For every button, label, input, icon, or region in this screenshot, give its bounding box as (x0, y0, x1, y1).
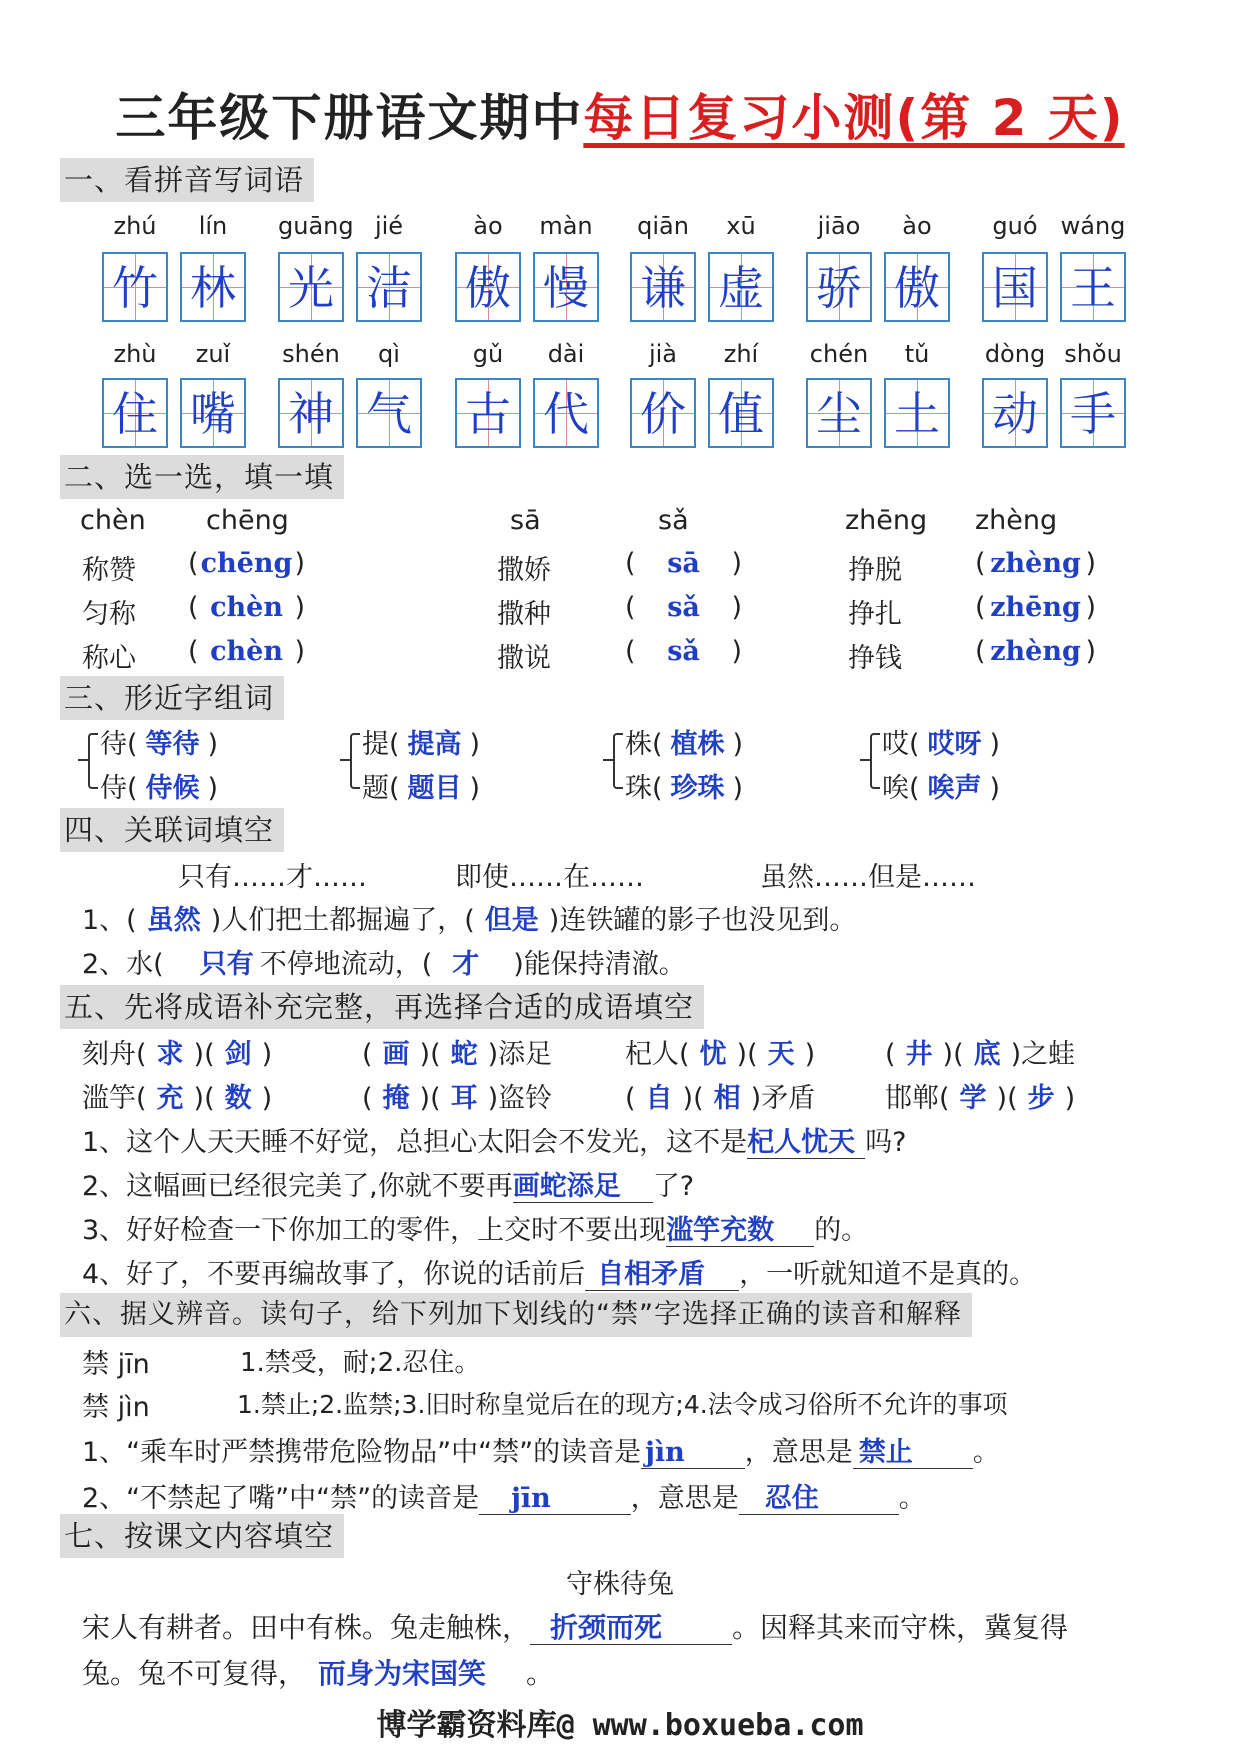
reading-question-2: 2、“不禁起了嘴”中“禁”的读音是 jīn ，意思是 忍住 。 (82, 1483, 926, 1514)
character-answer: 洁 (366, 261, 412, 315)
idiom-question-2: 2、这幅画已经很完美了,你就不要再画蛇添足 了? (82, 1171, 695, 1202)
section-1-heading: 一、看拼音写词语 (60, 158, 314, 202)
reading-question-1: 1、“乘车时严禁携带危险物品”中“禁”的读音是 jìn ，意思是 禁止 。 (82, 1437, 1000, 1468)
page-title (0, 78, 1240, 150)
brace-tick-icon (340, 759, 350, 761)
char-word-item: 题( 题目 ) (362, 773, 481, 804)
word-item: 称赞 (82, 555, 136, 586)
brace-icon (350, 733, 360, 789)
character-box[interactable] (278, 252, 344, 322)
char-word-item: 待( 等待 ) (100, 729, 219, 760)
section-2-heading: 二、选一选，填一填 (60, 455, 344, 499)
character-box[interactable] (884, 378, 950, 448)
pinyin-label: zhù (113, 340, 157, 368)
character-answer: 国 (992, 261, 1038, 315)
pinyin-answer: sā (667, 548, 700, 579)
char-word-item: 提( 提高 ) (362, 729, 481, 760)
character-box[interactable] (180, 252, 246, 322)
character-box[interactable] (278, 378, 344, 448)
conj-option-3: 虽然……但是…… (760, 862, 976, 893)
character-answer: 价 (640, 387, 686, 441)
pinyin-label: zhí (723, 340, 759, 368)
idiom-question-1: 1、这个人天天睡不好觉，总担心太阳会不发光，这不是杞人忧天 吗? (82, 1127, 907, 1158)
conj-option-2: 即使……在…… (455, 862, 644, 893)
pinyin-label: tǔ (904, 340, 930, 368)
option-cheng: chēng (206, 505, 289, 536)
pinyin-label: qì (378, 340, 400, 368)
idiom-question-3: 3、好好检查一下你加工的零件，上交时不要出现滥竽充数 的。 (82, 1215, 869, 1246)
character-answer: 气 (366, 387, 412, 441)
character-answer: 嘴 (190, 387, 236, 441)
idiom-item: 刻舟( 求 )( 剑 ) (82, 1039, 273, 1070)
char-word-item: 侍( 侍候 ) (100, 773, 219, 804)
pinyin-label: lín (198, 212, 228, 240)
poem-title: 守株待兔 (566, 1569, 674, 1600)
pinyin-label: zuǐ (195, 340, 231, 368)
def-jin4-text: 1.禁止;2.监禁;3.旧时称皇觉后在的现方;4.法令成习俗所不允许的事项 (237, 1390, 1008, 1419)
character-answer: 傲 (465, 261, 511, 315)
pinyin-answer-field[interactable]: (chēng) (188, 548, 306, 579)
idiom-question-4: 4、好了，不要再编故事了，你说的话前后 自相矛盾 ，一听就知道不是真的。 (82, 1259, 1037, 1290)
footer-watermark: 博学霸资料库@ www.boxueba.com (376, 1708, 864, 1743)
character-box[interactable] (630, 378, 696, 448)
character-answer: 慢 (543, 261, 589, 315)
pinyin-label: shén (282, 340, 340, 368)
pinyin-label: guāng (278, 212, 354, 240)
pinyin-answer: zhèng (990, 636, 1081, 667)
def-jin1-text: 1.禁受，耐;2.忍住。 (240, 1348, 481, 1378)
character-answer: 谦 (640, 261, 686, 315)
char-word-item: 珠( 珍珠 ) (625, 773, 744, 804)
pinyin-label: wáng (1060, 212, 1126, 240)
pinyin-answer: chèn (210, 636, 283, 667)
pinyin-label: guó (992, 212, 1038, 240)
pinyin-label: màn (539, 212, 593, 240)
brace-tick-icon (78, 759, 88, 761)
pinyin-answer: zhēng (990, 592, 1081, 623)
section-3-heading: 三、形近字组词 (60, 676, 284, 720)
character-answer: 古 (465, 387, 511, 441)
character-box[interactable] (455, 252, 521, 322)
pinyin-label: ào (473, 212, 503, 240)
pinyin-label: shǒu (1064, 340, 1122, 368)
pinyin-answer: chèn (210, 592, 283, 623)
character-box[interactable] (630, 252, 696, 322)
character-box[interactable] (102, 252, 168, 322)
character-box[interactable] (533, 378, 599, 448)
character-box[interactable] (533, 252, 599, 322)
word-item: 挣扎 (848, 599, 902, 630)
character-answer: 住 (112, 387, 158, 441)
word-item: 挣钱 (848, 643, 902, 674)
char-word-item: 株( 植株 ) (625, 729, 744, 760)
title-main: 三年级下册语文期中 (115, 89, 584, 147)
pinyin-label: jiāo (817, 212, 861, 240)
pinyin-answer-field[interactable]: ( sā ) (625, 548, 743, 579)
character-box[interactable] (806, 378, 872, 448)
character-box[interactable] (806, 252, 872, 322)
character-answer: 傲 (894, 261, 940, 315)
character-answer: 手 (1070, 387, 1116, 441)
pinyin-answer-field[interactable]: ( sǎ ) (625, 636, 743, 667)
brace-tick-icon (603, 759, 613, 761)
brace-icon (88, 733, 98, 789)
char-word-item: 哎( 哎呀 ) (882, 729, 1001, 760)
pinyin-answer: chēng (200, 548, 293, 579)
section-4-heading: 四、关联词填空 (60, 808, 284, 852)
idiom-item: 邯郸( 学 )( 步 ) (885, 1083, 1076, 1114)
word-item: 撒说 (497, 643, 551, 674)
section-5-heading: 五、先将成语补充完整，再选择合适的成语填空 (60, 985, 704, 1029)
brace-icon (870, 733, 880, 789)
pinyin-label: zhú (113, 212, 157, 240)
character-box[interactable] (455, 378, 521, 448)
pinyin-label: dòng (984, 340, 1046, 368)
option-chen: chèn (80, 505, 146, 536)
character-answer: 尘 (816, 387, 862, 441)
option-sa3: sǎ (658, 505, 689, 536)
character-box[interactable] (180, 378, 246, 448)
pinyin-answer-field[interactable]: ( sǎ ) (625, 592, 743, 623)
pinyin-answer-field[interactable]: ( zhèng ) (975, 636, 1097, 667)
pinyin-label: chén (809, 340, 869, 368)
character-box[interactable] (884, 252, 950, 322)
pinyin-label: jià (648, 340, 678, 368)
character-box[interactable] (356, 378, 422, 448)
pinyin-label: xū (726, 212, 756, 240)
character-answer: 王 (1070, 261, 1116, 315)
def-jin1-label: 禁 jīn (82, 1349, 150, 1380)
idiom-item: ( 井 )( 底 )之蛙 (885, 1039, 1076, 1070)
pinyin-label: dài (547, 340, 585, 368)
character-box[interactable] (982, 252, 1048, 322)
idiom-item: ( 掩 )( 耳 )盗铃 (362, 1083, 553, 1114)
character-box[interactable] (708, 252, 774, 322)
character-box[interactable] (1060, 252, 1126, 322)
character-answer: 竹 (112, 261, 158, 315)
character-answer: 神 (288, 387, 334, 441)
idiom-item: 杞人( 忧 )( 天 ) (625, 1039, 816, 1070)
pinyin-label: gǔ (472, 340, 504, 368)
character-answer: 值 (718, 387, 764, 441)
character-answer: 土 (894, 387, 940, 441)
idiom-item: ( 画 )( 蛇 )添足 (362, 1039, 553, 1070)
char-word-item: 唉( 唉声 ) (882, 773, 1001, 804)
section-6-heading: 六、据义辨音。读句子，给下列加下划线的“禁”字选择正确的读音和解释 (60, 1293, 972, 1337)
idiom-item: 滥竽( 充 )( 数 ) (82, 1083, 273, 1114)
pinyin-answer-field[interactable]: ( chèn ) (188, 636, 306, 667)
brace-icon (613, 733, 623, 789)
character-answer: 代 (543, 387, 589, 441)
character-box[interactable] (356, 252, 422, 322)
pinyin-label: ào (902, 212, 932, 240)
character-answer: 骄 (816, 261, 862, 315)
brace-tick-icon (860, 759, 870, 761)
character-answer: 虚 (718, 261, 764, 315)
passage-line-2: 兔。兔不可复得， 而身为宋国笑 。 (82, 1657, 555, 1690)
idiom-item: ( 自 )( 相 )矛盾 (625, 1083, 816, 1114)
conj-question-1: 1、( 虽然 )人们把土都掘遍了，( 但是 )连铁罐的影子也没见到。 (82, 905, 857, 936)
word-item: 匀称 (82, 599, 136, 630)
pinyin-answer-field[interactable]: ( zhēng ) (975, 592, 1097, 623)
character-box[interactable] (708, 378, 774, 448)
character-answer: 光 (288, 261, 334, 315)
character-box[interactable] (982, 378, 1048, 448)
character-box[interactable] (1060, 378, 1126, 448)
pinyin-answer-field[interactable]: ( chèn ) (188, 592, 306, 623)
option-zheng4: zhèng (975, 505, 1058, 536)
title-highlight: 每日复习小测(第 2 天) (583, 89, 1125, 147)
character-box[interactable] (102, 378, 168, 448)
conj-question-2: 2、水( 只有 不停地流动，( 才 )能保持清澈。 (82, 949, 686, 980)
pinyin-answer: sǎ (667, 636, 700, 667)
pinyin-answer-field[interactable]: ( zhèng ) (975, 548, 1097, 579)
pinyin-label: jié (374, 212, 404, 240)
word-item: 撒种 (497, 599, 551, 630)
conj-option-1: 只有……才…… (178, 862, 367, 893)
word-item: 撒娇 (497, 555, 551, 586)
def-jin4-label: 禁 jìn (82, 1392, 150, 1423)
passage-line-1: 宋人有耕者。田中有株。兔走触株， 折颈而死 。因释其来而守株，冀复得 (82, 1611, 1069, 1644)
pinyin-label: qiān (637, 212, 689, 240)
character-answer: 林 (190, 261, 236, 315)
pinyin-answer: zhèng (990, 548, 1081, 579)
option-sa1: sā (510, 505, 541, 536)
pinyin-answer: sǎ (667, 592, 700, 623)
option-zheng1: zhēng (845, 505, 928, 536)
section-7-heading: 七、按课文内容填空 (60, 1514, 344, 1558)
character-answer: 动 (992, 387, 1038, 441)
word-item: 挣脱 (848, 555, 902, 586)
word-item: 称心 (82, 643, 136, 674)
